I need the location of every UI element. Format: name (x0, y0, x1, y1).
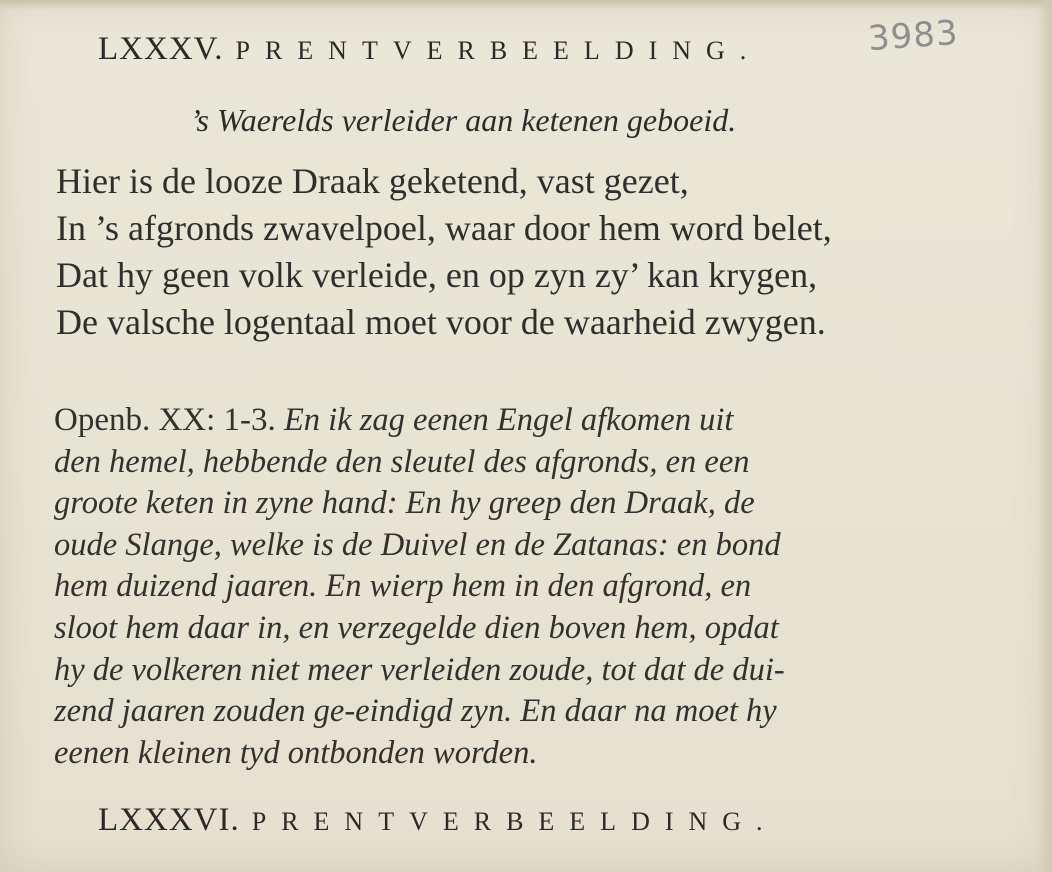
bible-line: sloot hem daar in, en verzegelde dien boven hem, opdat (54, 609, 779, 646)
verse-line: Hier is de looze Draak geketend, vast gezet, (56, 161, 689, 201)
verse-line: Dat hy geen volk verleide, en op zyn zy’ kan krygen, (56, 255, 818, 295)
section-heading-bottom (98, 802, 778, 839)
paper-top-edge (0, 0, 1052, 10)
verse-line: De valsche logentaal moet voor de waarheid zwygen. (56, 302, 826, 342)
bible-reference: Openb. XX: 1-3. (54, 402, 276, 438)
poem-verse (56, 158, 832, 346)
bible-line: eenen kleinen tyd ontbonden worden. (54, 734, 538, 771)
paper-right-edge (1038, 0, 1052, 872)
heading-top-word: PRENTVERBEELDING. (235, 36, 762, 65)
bible-line: oude Slange, welke is de Duivel en de Zatanas: en bond (54, 526, 781, 563)
bible-line: zend jaaren zouden ge-eindigd zyn. En daar na moet hy (54, 693, 777, 730)
heading-bottom-number: LXXXVI. (98, 802, 240, 838)
heading-bottom-word: PRENTVERBEELDING. (251, 807, 778, 836)
poem-subtitle: ’s Waerelds verleider aan ketenen geboeid. (190, 102, 737, 138)
verse-line: In ’s afgronds zwavelpoel, waar door hem word belet, (56, 208, 832, 248)
section-heading-top (98, 31, 761, 68)
heading-top-number: LXXXV. (98, 31, 224, 67)
bible-first-line-text: En ik zag eenen Engel afkomen uit (283, 402, 734, 438)
bible-line: hy de volkeren niet meer verleiden zoude, tot dat de dui- (54, 651, 785, 688)
bible-quotation (54, 400, 785, 774)
bible-line-first (54, 400, 785, 442)
bible-line: den hemel, hebbende den sleutel des afgronds, en een (54, 443, 750, 480)
bible-line: hem duizend jaaren. En wierp hem in den afgrond, en (54, 568, 752, 605)
archive-number: 3983 (866, 12, 960, 60)
bible-line: groote keten in zyne hand: En hy greep den Draak, de (54, 485, 755, 522)
